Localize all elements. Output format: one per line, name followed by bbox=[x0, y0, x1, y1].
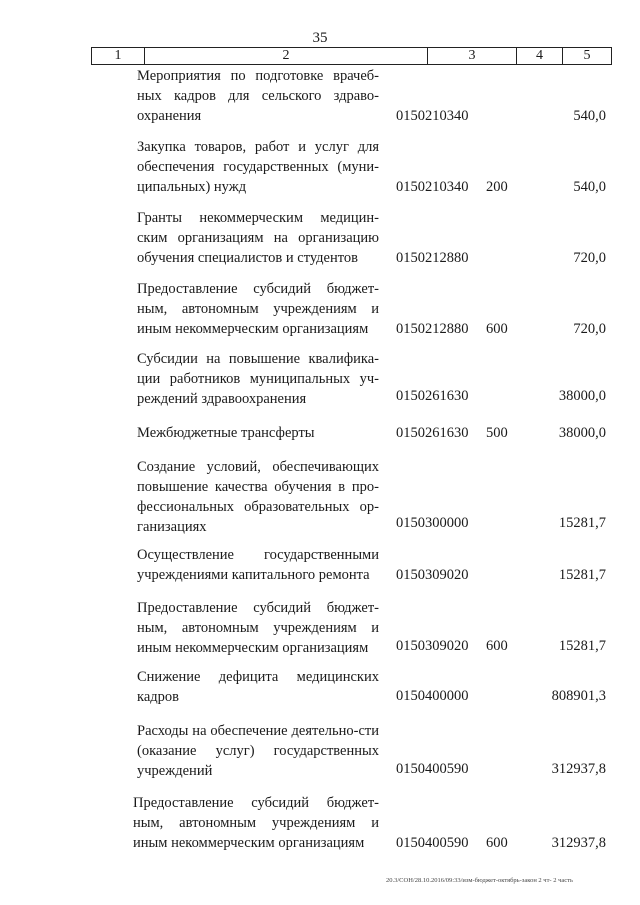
column-header-4: 4 bbox=[517, 48, 563, 65]
row-description: Закупка товаров, работ и услуг для обеспечения государственных (муни-ципальных) нужд bbox=[137, 139, 379, 195]
column-header-5: 5 bbox=[563, 48, 612, 65]
row-expense-type: 600 bbox=[486, 321, 508, 337]
row-description: Создание условий, обеспечивающих повышение качества обучения в про-фессиональных образовательных ор-ганизациях bbox=[137, 459, 379, 535]
row-code: 0150210340 bbox=[396, 179, 469, 195]
row-description: Субсидии на повышение квалифика-ции работников муниципальных уч-реждений здравоохранения bbox=[137, 351, 379, 407]
row-description: Снижение дефицита медицинских кадров bbox=[137, 669, 379, 705]
document-footer: 20.3/СОН/28.10.2016/09:33/изм-бюджет-октябрь-закон 2 чт- 2 часть bbox=[386, 877, 573, 884]
row-amount: 540,0 bbox=[573, 179, 606, 195]
row-code: 0150300000 bbox=[396, 515, 469, 531]
row-amount: 808901,3 bbox=[551, 688, 606, 704]
row-amount: 720,0 bbox=[573, 250, 606, 266]
row-amount: 15281,7 bbox=[558, 567, 606, 583]
column-header-3: 3 bbox=[428, 48, 517, 65]
row-amount: 312937,8 bbox=[551, 835, 606, 851]
row-code: 0150212880 bbox=[396, 250, 469, 266]
page-number: 35 bbox=[312, 30, 328, 46]
row-amount: 15281,7 bbox=[558, 638, 606, 654]
row-expense-type: 600 bbox=[486, 835, 508, 851]
row-code: 0150261630 bbox=[396, 425, 469, 441]
row-amount: 540,0 bbox=[573, 108, 606, 124]
column-header-1: 1 bbox=[92, 48, 145, 65]
row-expense-type: 600 bbox=[486, 638, 508, 654]
row-code: 0150210340 bbox=[396, 108, 469, 124]
row-description: Расходы на обеспечение деятельно-сти (оказание услуг) государственных учреждений bbox=[137, 723, 379, 779]
row-description: Предоставление субсидий бюджет-ным, автономным учреждениям и иным некоммерческим организациям bbox=[133, 795, 379, 851]
row-expense-type: 500 bbox=[486, 425, 508, 441]
row-code: 0150309020 bbox=[396, 638, 469, 654]
row-description: Межбюджетные трансферты bbox=[137, 425, 315, 441]
row-amount: 38000,0 bbox=[558, 388, 606, 404]
row-amount: 38000,0 bbox=[558, 425, 606, 441]
row-description: Осуществление государственными учреждениями капитального ремонта bbox=[137, 547, 379, 583]
row-code: 0150400000 bbox=[396, 688, 469, 704]
row-code: 0150400590 bbox=[396, 835, 469, 851]
row-description: Гранты некоммерческим медицин-ским организациям на организацию обучения специалистов и студентов bbox=[137, 210, 379, 266]
column-header-2: 2 bbox=[145, 48, 428, 65]
row-code: 0150261630 bbox=[396, 388, 469, 404]
row-code: 0150212880 bbox=[396, 321, 469, 337]
row-description: Предоставление субсидий бюджет-ным, автономным учреждениям и иным некоммерческим организациям bbox=[137, 281, 379, 337]
row-code: 0150400590 bbox=[396, 761, 469, 777]
row-description: Предоставление субсидий бюджет-ным, автономным учреждениям и иным некоммерческим организациям bbox=[137, 600, 379, 656]
row-description: Мероприятия по подготовке врачеб-ных кадров для сельского здраво-охранения bbox=[137, 68, 379, 124]
row-amount: 15281,7 bbox=[558, 515, 606, 531]
row-amount: 720,0 bbox=[573, 321, 606, 337]
row-expense-type: 200 bbox=[486, 179, 508, 195]
row-code: 0150309020 bbox=[396, 567, 469, 583]
row-amount: 312937,8 bbox=[551, 761, 606, 777]
